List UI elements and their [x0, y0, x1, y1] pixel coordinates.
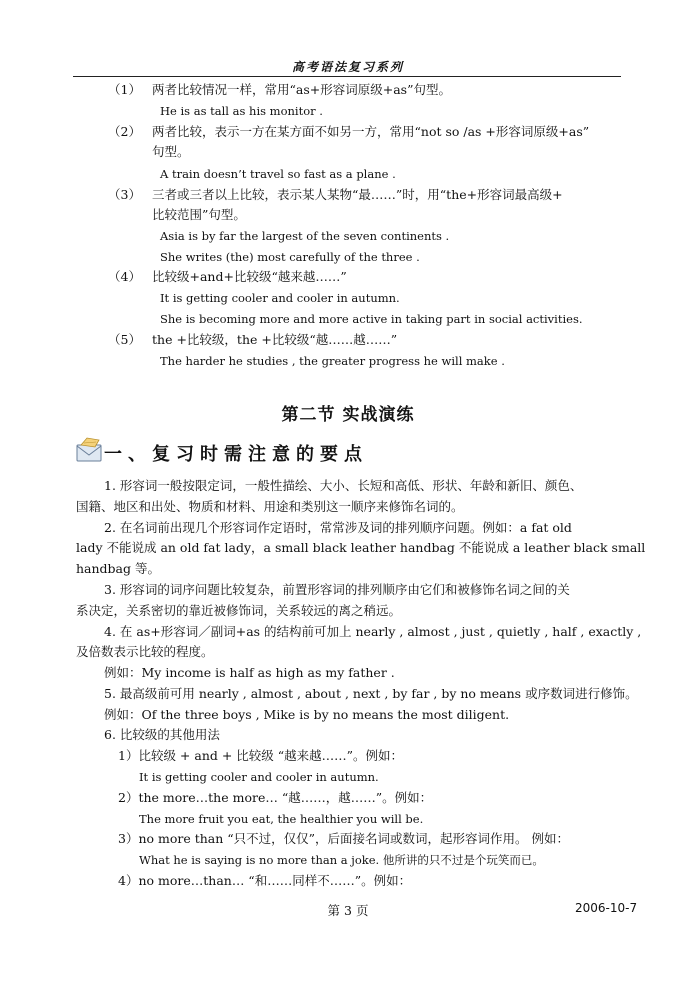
pattern-3-text-line1: 三者或三者以上比较，表示某人某物“最……”时，用“the+形容词最高级+	[152, 187, 563, 202]
point-6-item-3-example: What he is saying is no more than a joke. 他所讲的只不过是个玩笑而已。	[139, 853, 544, 867]
section-title: 第二节 实战演练	[281, 405, 415, 425]
pattern-3-number: （3）	[108, 187, 141, 202]
pattern-1-example: He is as tall as his monitor .	[160, 104, 323, 118]
point-6-item-4: 4）no more…than… “和……同样不……”。例如：	[118, 873, 412, 888]
point-6-item-2: 2）the more…the more… “越……，越……”。例如：	[118, 790, 433, 805]
sub-heading: 一、复习时需注意的要点	[104, 444, 368, 465]
point-6-title: 6. 比较级的其他用法	[104, 727, 220, 742]
pattern-3-text-line2: 比较范围”句型。	[152, 207, 246, 222]
point-5-text: 5. 最高级前可用 nearly , almost , about , next , by far , by no means 或序数词进行修饰。	[104, 686, 638, 701]
pattern-3-example-2: She writes (the) most carefully of the three .	[160, 250, 420, 264]
point-5-example: 例如：Of the three boys , Mike is by no means the most diligent.	[104, 707, 510, 722]
point-3-line1: 3. 形容词的词序问题比较复杂，前置形容词的排列顺序由它们和被修饰名词之间的关	[104, 582, 570, 597]
pattern-2-text-line1: 两者比较，表示一方在某方面不如另一方，常用“not so /as +形容词原级+as”	[152, 124, 590, 139]
pattern-1-text: 两者比较情况一样，常用“as+形容词原级+as”句型。	[152, 82, 451, 97]
point-6-item-1-example: It is getting cooler and cooler in autumn.	[139, 770, 379, 784]
pattern-5-example: The harder he studies , the greater progress he will make .	[160, 354, 505, 368]
point-4-line1: 4. 在 as+形容词／副词+as 的结构前可加上 nearly , almost , just , quietly , half , exactly ,	[104, 624, 642, 639]
point-3-line2: 系决定，关系密切的靠近被修饰词，关系较远的离之稍远。	[76, 603, 402, 618]
pattern-2-example: A train doesn’t travel so fast as a plane .	[160, 167, 396, 181]
pattern-1-number: （1）	[108, 82, 141, 97]
point-2-line2: lady 不能说成 an old fat lady，a small black leather handbag 不能说成 a leather black small	[76, 540, 646, 555]
pattern-5-number: （5）	[108, 332, 141, 347]
header-rule	[73, 76, 621, 77]
pattern-3-example-1: Asia is by far the largest of the seven continents .	[160, 229, 450, 243]
point-6-item-3: 3）no more than “只不过，仅仅”，后面接名词或数词，起形容词作用。 例如：	[118, 831, 570, 846]
point-6-item-2-example: The more fruit you eat, the healthier you will be.	[139, 812, 424, 826]
pattern-4-example-1: It is getting cooler and cooler in autumn.	[160, 291, 400, 305]
point-1-line2: 国籍、地区和出处、物质和材料、用途和类别这一顺序来修饰名词的。	[76, 499, 464, 514]
pattern-5-text: the +比较级，the +比较级“越……越……”	[152, 332, 398, 347]
point-2-line3: handbag 等。	[76, 561, 160, 576]
header-title: 高考语法复习系列	[291, 60, 404, 74]
footer-date: 2006-10-7	[575, 901, 638, 915]
envelope-icon	[75, 436, 105, 464]
pattern-4-text: 比较级+and+比较级“越来越……”	[152, 269, 347, 284]
point-4-example: 例如：My income is half as high as my father .	[104, 665, 395, 680]
page-number: 第 3 页	[327, 903, 369, 918]
point-1-line1: 1. 形容词一般按限定词，一般性描绘、大小、长短和高低、形状、年龄和新旧、颜色、	[104, 478, 583, 493]
pattern-4-number: （4）	[108, 269, 141, 284]
pattern-2-number: （2）	[108, 124, 141, 139]
point-4-line2: 及倍数表示比较的程度。	[76, 644, 214, 659]
point-6-item-1: 1）比较级 + and + 比较级 “越来越……”。例如：	[118, 748, 404, 763]
pattern-4-example-2: She is becoming more and more active in taking part in social activities.	[160, 312, 583, 326]
point-2-line1: 2. 在名词前出现几个形容词作定语时，常常涉及词的排列顺序问题。例如：a fat old	[104, 520, 572, 535]
pattern-2-text-line2: 句型。	[152, 144, 190, 159]
